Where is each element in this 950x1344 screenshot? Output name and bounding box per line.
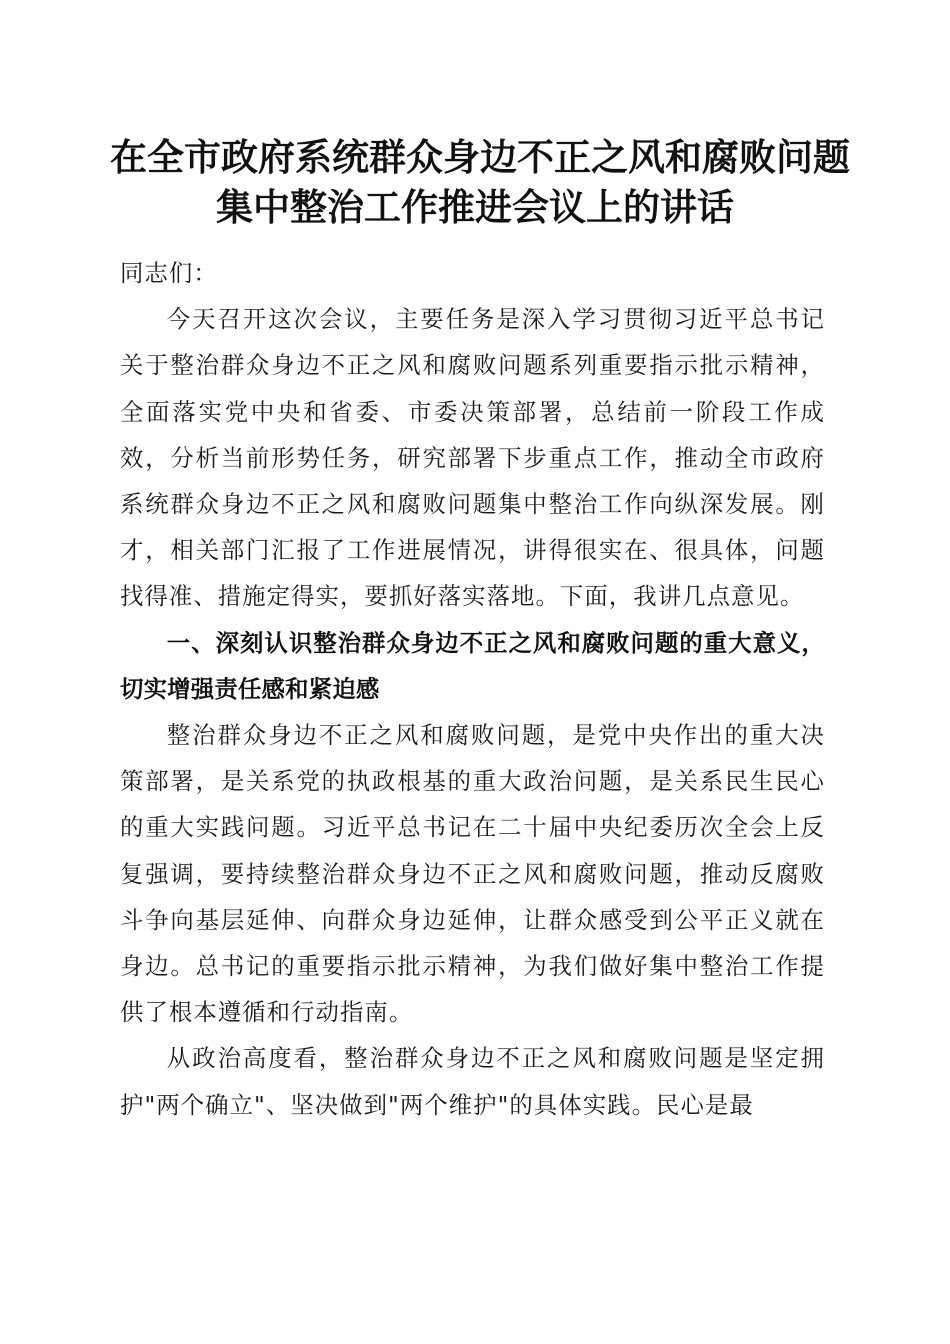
title-line-1: 在全市政府系统群众身边不正之风和腐败问题 bbox=[110, 135, 850, 179]
section-1-paragraph-2: 从政治高度看，整治群众身边不正之风和腐败问题是坚定拥护"两个确立"、坚决做到"两个维护"的具体实践。民心是最 bbox=[120, 1044, 825, 1119]
document-body bbox=[120, 250, 825, 1128]
section-heading-1: 一、深刻认识整治群众身边不正之风和腐败问题的重大意义，切实增强责任感和紧迫感 bbox=[120, 628, 825, 703]
intro-paragraph: 今天召开这次会议，主要任务是深入学习贯彻习近平总书记关于整治群众身边不正之风和腐败问题系列重要指示批示精神，全面落实党中央和省委、市委决策部署，总结前一阶段工作成效，分析当前形势任务，研究部署下步重点工作，推动全市政府系统群众身边不正之风和腐败问题集中整治工作向纵深发展。刚才，相关部门汇报了工作进展情况，讲得很实在、很具体，问题找得准、措施定得实，要抓好落实落地。下面，我讲几点意见。 bbox=[120, 305, 825, 611]
section-1-paragraph-1: 整治群众身边不正之风和腐败问题，是党中央作出的重大决策部署，是关系党的执政根基的重大政治问题，是关系民生民心的重大实践问题。习近平总书记在二十届中央纪委历次全会上反复强调，要持续整治群众身边不正之风和腐败问题，推动反腐败斗争向基层延伸、向群众身边延伸，让群众感受到公平正义就在身边。总书记的重要指示批示精神，为我们做好集中整治工作提供了根本遵循和行动指南。 bbox=[120, 721, 825, 1027]
document-title bbox=[110, 132, 850, 232]
title-line-2: 集中整治工作推进会议上的讲话 bbox=[216, 185, 734, 229]
salutation: 同志们： bbox=[120, 259, 218, 287]
